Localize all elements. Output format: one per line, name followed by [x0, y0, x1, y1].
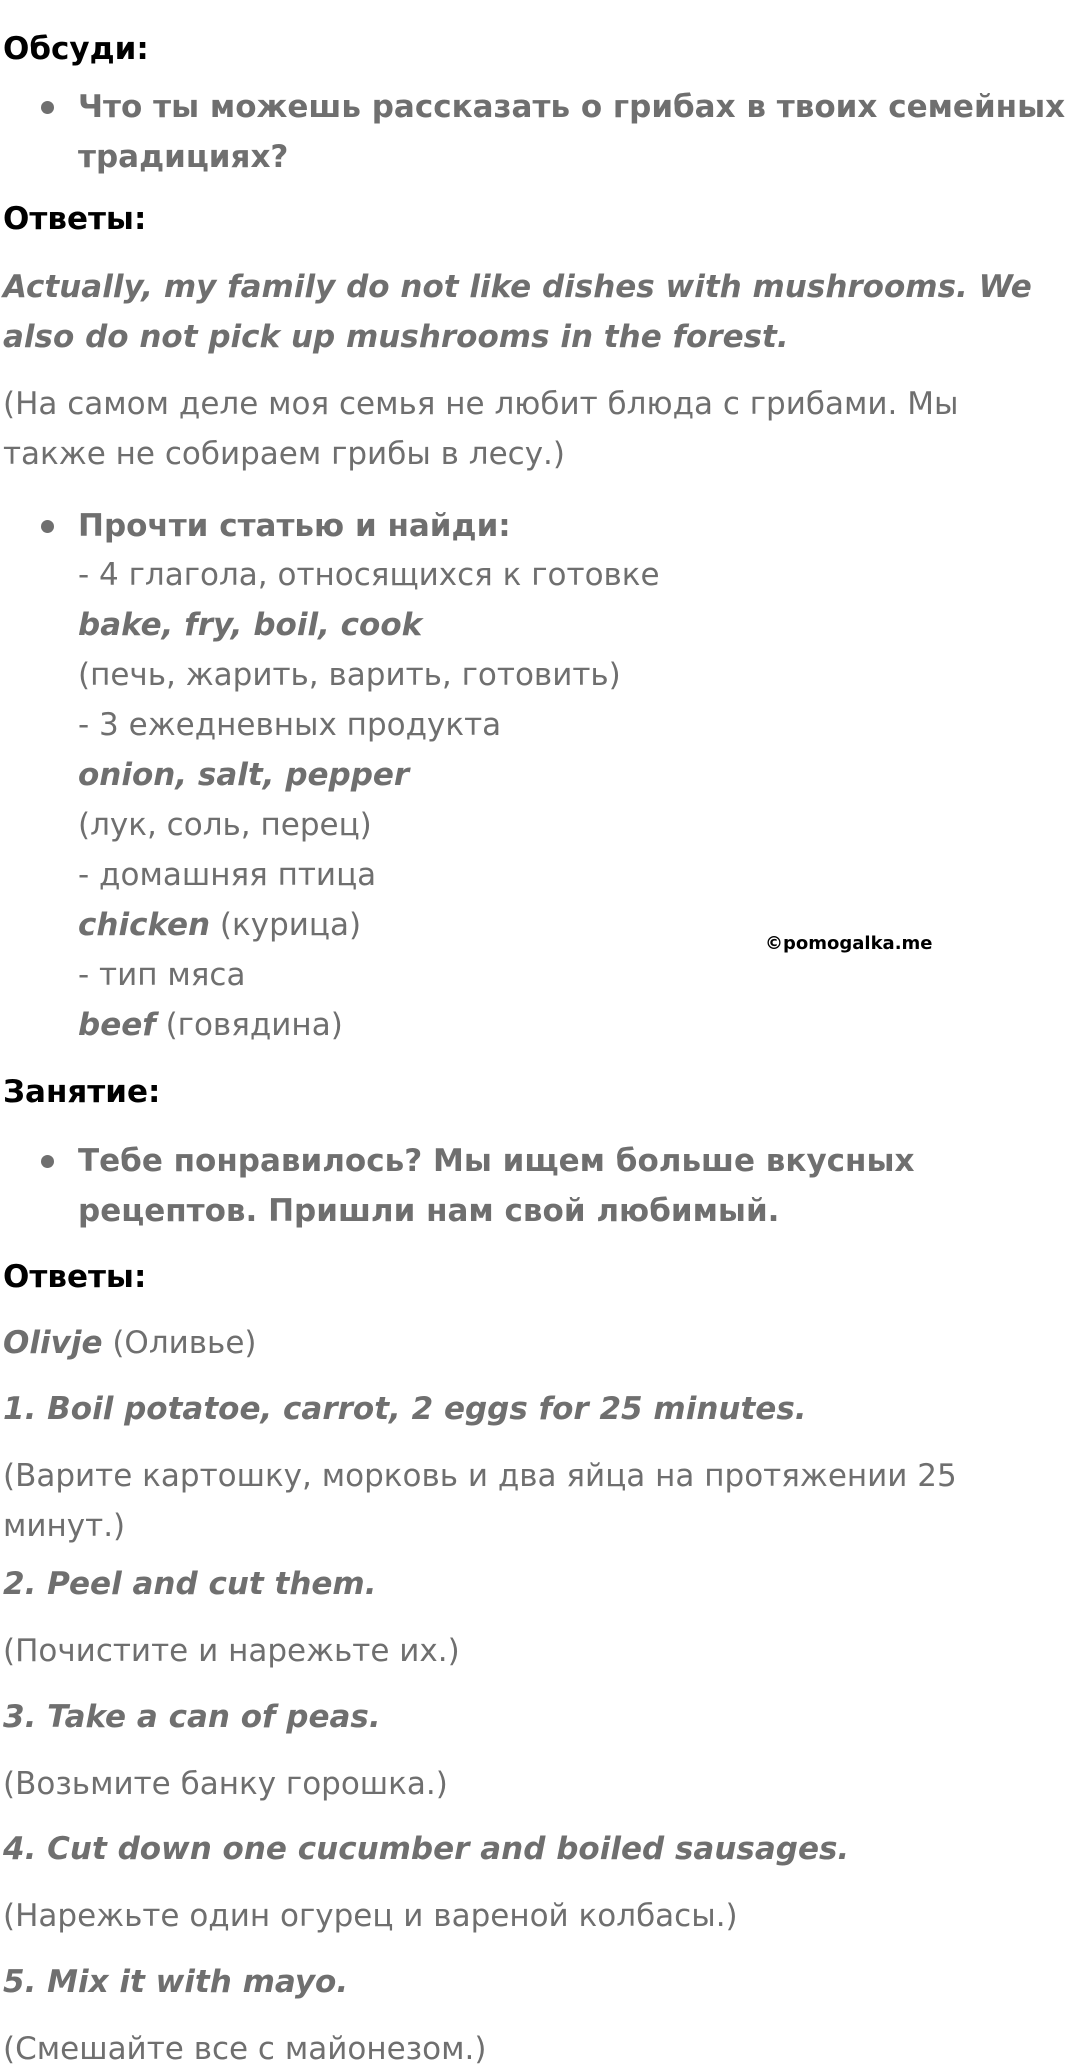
bullet-icon — [41, 520, 54, 533]
answers-heading: Ответы: — [3, 1259, 147, 1295]
recipe-step-english: 2. Peel and cut them. — [3, 1566, 377, 1602]
task-answer-line — [78, 1006, 343, 1044]
task-heading: Прочти статью и найди: — [78, 508, 511, 544]
task-prompt: - 4 глагола, относящихся к готовке — [78, 557, 660, 593]
watermark: ©pomogalka.me — [765, 933, 933, 954]
discuss-question-line2: традициях? — [78, 139, 289, 175]
task-prompt: - 3 ежедневных продукта — [78, 707, 502, 743]
answer-russian-line1: (На самом деле моя семья не любит блюда с грибами. Мы — [3, 386, 959, 422]
task-prompt: - тип мяса — [78, 957, 246, 993]
activity-heading: Занятие: — [3, 1074, 161, 1110]
recipe-title-english: Olivje — [3, 1325, 103, 1361]
bullet-icon — [41, 101, 54, 114]
recipe-step-russian: минут.) — [3, 1508, 126, 1544]
recipe-step-english: 1. Boil potatoe, carrot, 2 eggs for 25 minutes. — [3, 1391, 807, 1427]
task-answer-english: bake, fry, boil, cook — [78, 607, 423, 643]
recipe-step-russian: (Смешайте все с майонезом.) — [3, 2031, 487, 2067]
recipe-title-russian: (Оливье) — [102, 1325, 257, 1361]
activity-question-line2: рецептов. Пришли нам свой любимый. — [78, 1193, 780, 1229]
task-answer-english: onion, salt, pepper — [78, 757, 410, 793]
recipe-step-russian: (Почистите и нарежьте их.) — [3, 1633, 460, 1669]
answer-english-line2: also do not pick up mushrooms in the forest. — [3, 319, 789, 355]
bullet-icon — [41, 1155, 54, 1168]
recipe-title — [3, 1324, 257, 1362]
recipe-step-english: 3. Take a can of peas. — [3, 1699, 381, 1735]
recipe-step-russian: (Нарежьте один огурец и вареной колбасы.) — [3, 1898, 738, 1934]
task-answer-russian: (лук, соль, перец) — [78, 807, 372, 843]
recipe-step-russian: (Возьмите банку горошка.) — [3, 1766, 448, 1802]
task-answer-russian: (курица) — [210, 907, 362, 943]
discuss-heading: Обсуди: — [3, 31, 149, 67]
task-prompt: - домашняя птица — [78, 857, 377, 893]
task-answer-line — [78, 906, 361, 944]
answer-russian-line2: также не собираем грибы в лесу.) — [3, 436, 565, 472]
recipe-step-english: 5. Mix it with mayo. — [3, 1964, 349, 2000]
task-answer-russian: (печь, жарить, варить, готовить) — [78, 657, 621, 693]
discuss-question-line1: Что ты можешь рассказать о грибах в твоих семейных — [78, 89, 1065, 125]
task-answer-russian: (говядина) — [155, 1007, 343, 1043]
activity-question-line1: Тебе понравилось? Мы ищем больше вкусных — [78, 1143, 915, 1179]
answer-english-line1: Actually, my family do not like dishes with mushrooms. We — [3, 269, 1032, 305]
recipe-step-russian: (Варите картошку, морковь и два яйца на протяжении 25 — [3, 1458, 957, 1494]
task-answer-english: chicken — [78, 907, 211, 943]
recipe-step-english: 4. Cut down one cucumber and boiled sausages. — [3, 1831, 850, 1867]
answers-heading: Ответы: — [3, 201, 147, 237]
task-answer-english: beef — [78, 1007, 156, 1043]
